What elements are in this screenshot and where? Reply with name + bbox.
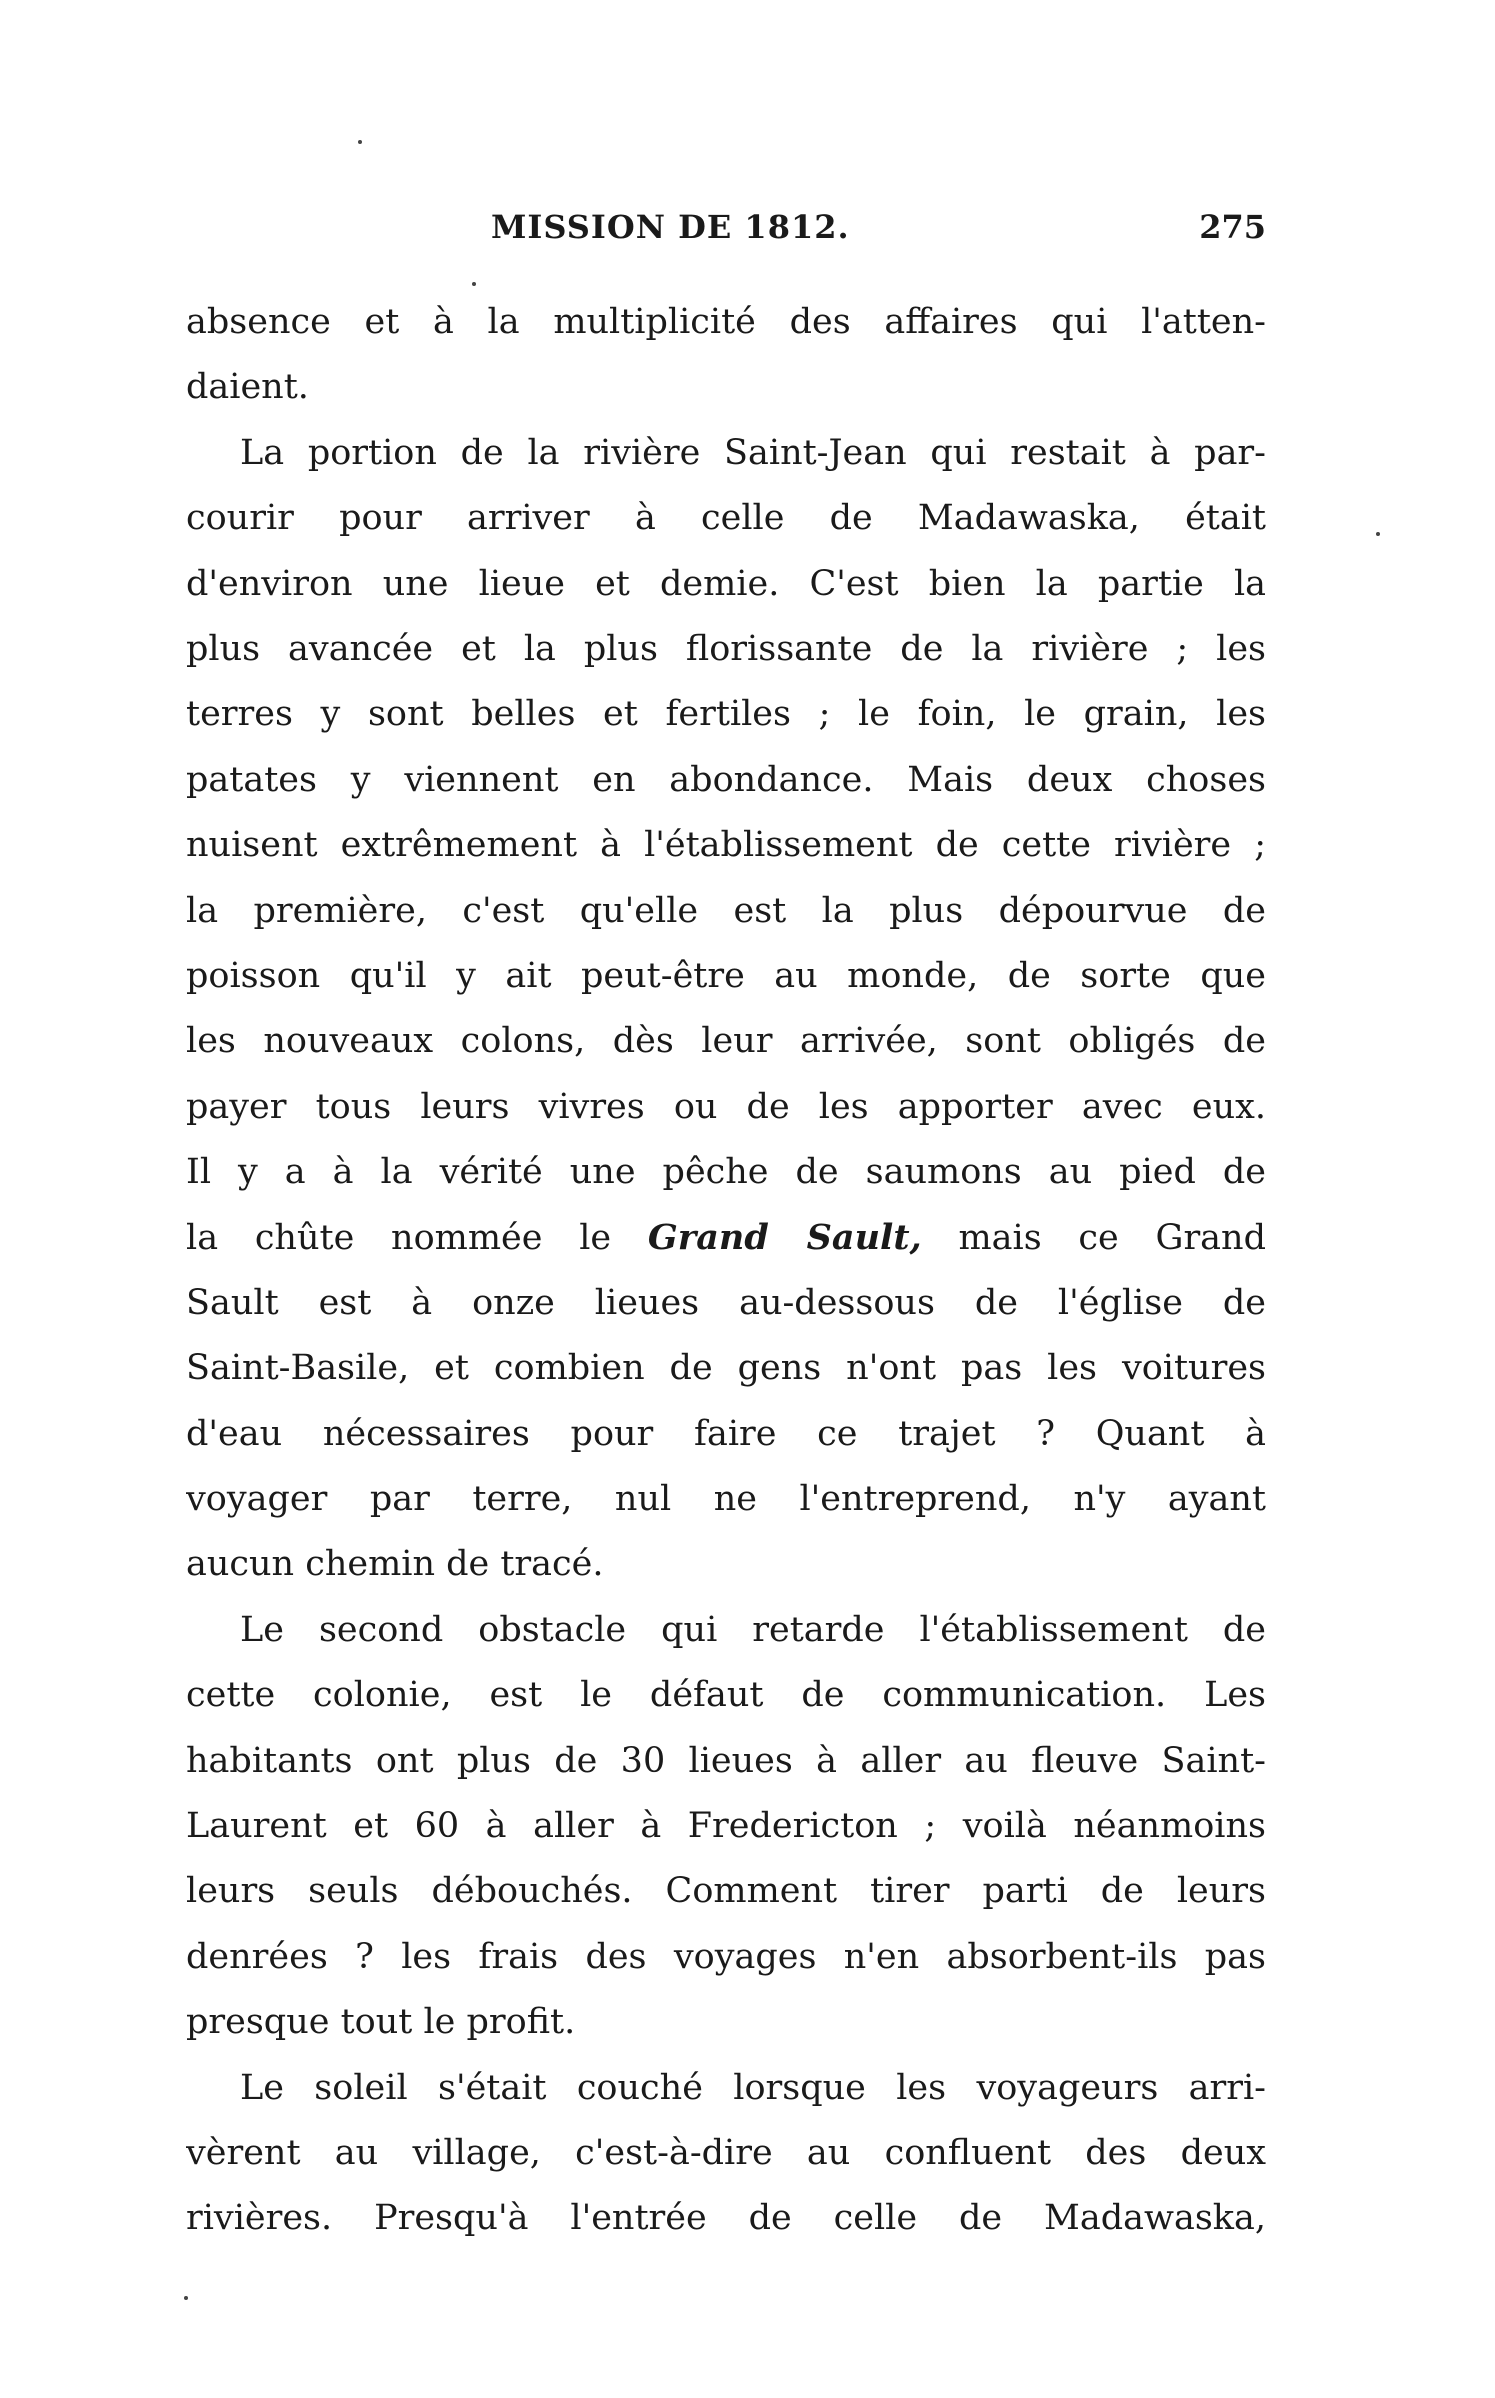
text-line: Le second obstacle qui retarde l'établissement de [240,1609,1266,1650]
text-line: courir pour arriver à celle de Madawaska, était [186,498,1266,539]
text-line: daient. [186,367,309,408]
text-line: voyager par terre, nul ne l'entreprend, n'y ayant [186,1479,1266,1520]
text-run: mais ce Grand [921,1218,1266,1259]
text-line: patates y viennent en abondance. Mais deux choses [186,759,1266,800]
text-line: cette colonie, est le défaut de communication. Les [186,1675,1266,1716]
text-line: poisson qu'il y ait peut-être au monde, de sorte que [186,955,1266,996]
text-line [186,1205,1266,1270]
text-line: terres y sont belles et fertiles ; le foin, le grain, les [186,694,1266,735]
text-line: Le soleil s'était couché lorsque les voyageurs arri- [240,2067,1266,2108]
text-line: Saint-Basile, et combien de gens n'ont pas les voitures [186,1348,1266,1389]
text-line: plus avancée et la plus florissante de la rivière ; les [186,628,1266,669]
body-text [186,290,1266,2252]
text-line: absence et à la multiplicité des affaires qui l'atten- [186,302,1266,342]
text-line: d'environ une lieue et demie. C'est bien la partie la [186,563,1266,604]
print-speck [358,140,362,144]
text-line: Sault est à onze lieues au-dessous de l'église de [186,1282,1266,1323]
text-line: leurs seuls débouchés. Comment tirer parti de leurs [186,1871,1266,1912]
text-line: payer tous leurs vivres ou de les apporter avec eux. [186,1086,1266,1127]
text-line: Il y a à la vérité une pêche de saumons au pied de [186,1152,1266,1193]
text-line: vèrent au village, c'est-à-dire au confluent des deux [186,2132,1266,2173]
text-line: les nouveaux colons, dès leur arrivée, sont obligés de [186,1021,1266,1062]
text-line: la première, c'est qu'elle est la plus dépourvue de [186,890,1266,931]
text-line: rivières. Presqu'à l'entrée de celle de Madawaska, [186,2198,1266,2239]
text-line: aucun chemin de tracé. [186,1544,604,1585]
text-line: La portion de la rivière Saint-Jean qui restait à par- [240,432,1266,473]
text-run: la chûte nommée le [186,1218,648,1259]
text-line: habitants ont plus de 30 lieues à aller au fleuve Saint- [186,1740,1266,1781]
text-line: nuisent extrêmement à l'établissement de cette rivière ; [186,825,1266,866]
running-head [186,208,1266,258]
page-number: 275 [1199,208,1266,246]
running-title: MISSION DE 1812. [491,208,850,246]
text-line: d'eau nécessaires pour faire ce trajet ? Quant à [186,1413,1266,1454]
text-line: denrées ? les frais des voyages n'en absorbent-ils pas [186,1936,1266,1977]
text-line: presque tout le profit. [186,2002,576,2043]
print-speck [472,282,476,286]
print-speck [1376,532,1380,536]
text-line: Laurent et 60 à aller à Fredericton ; voilà néanmoins [186,1805,1266,1846]
italic-term: Grand Sault, [647,1217,922,1259]
print-speck [184,2296,188,2300]
